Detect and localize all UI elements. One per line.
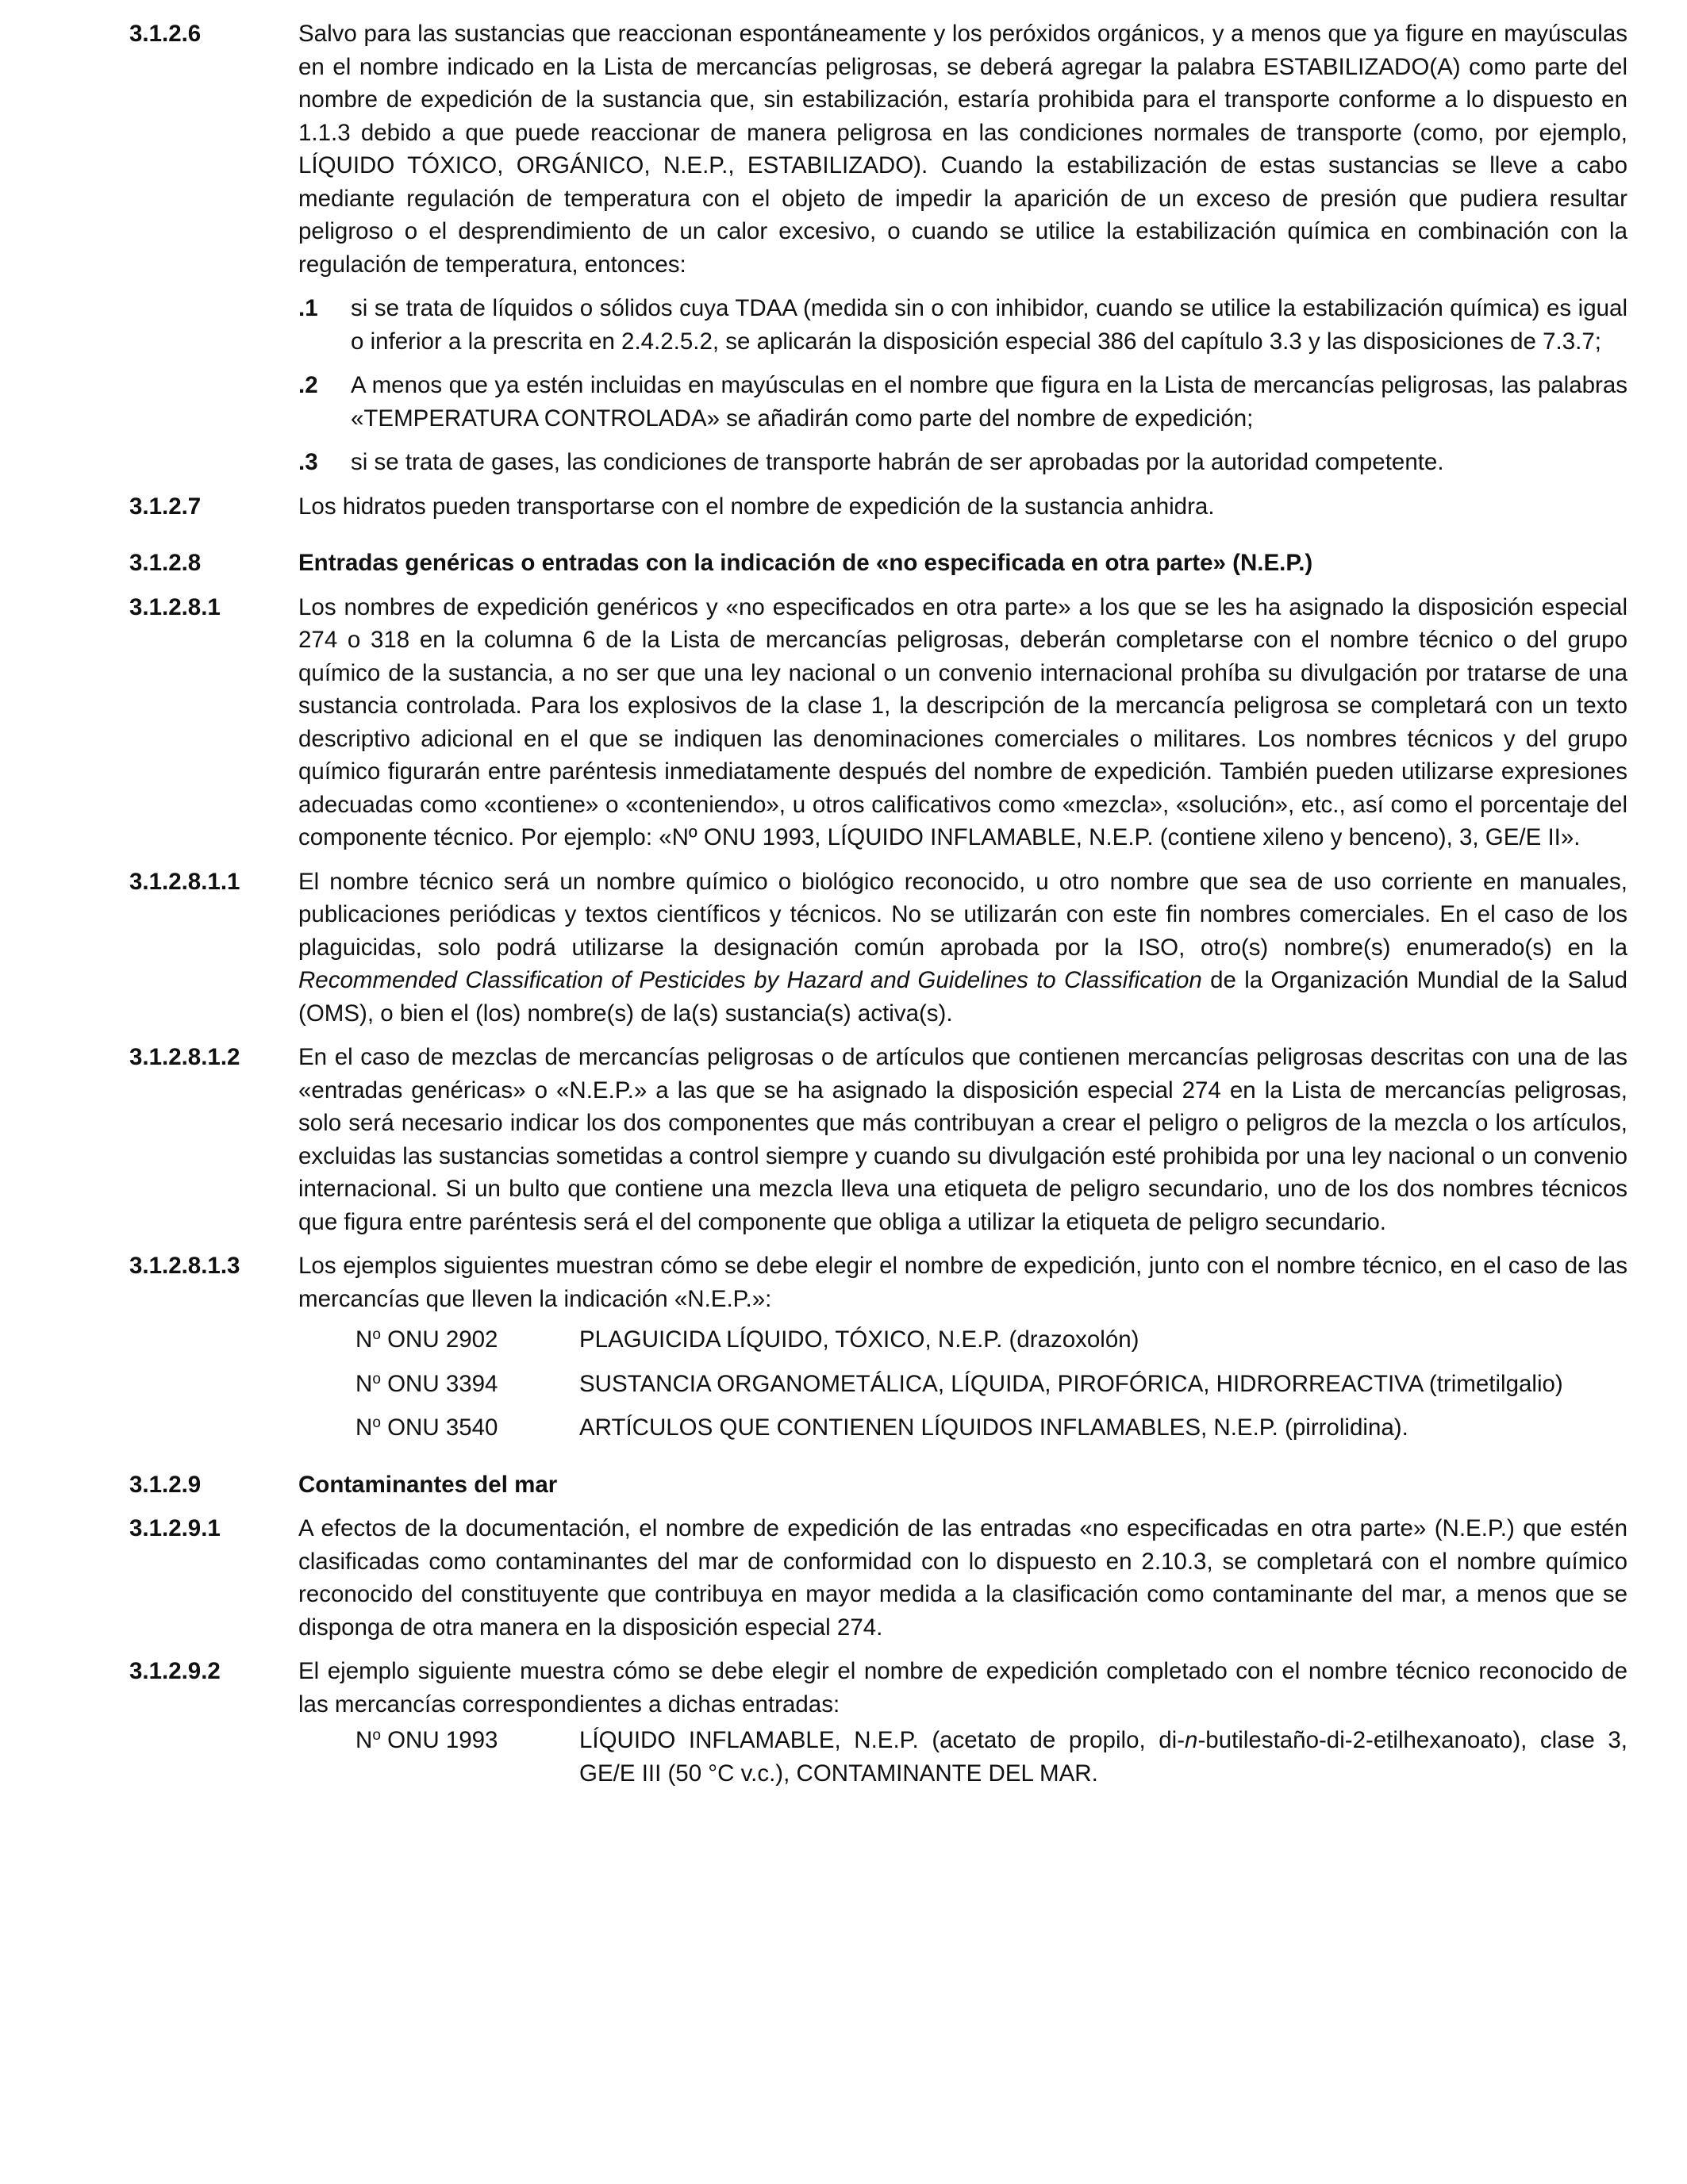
section-3-1-2-8-1 — [129, 591, 1627, 854]
section-number: 3.1.2.8.1.2 — [129, 1044, 240, 1070]
example-description: PLAGUICIDA LÍQUIDO, TÓXICO, N.E.P. (drazoxolón) — [579, 1326, 1139, 1353]
list-marker: .1 — [298, 295, 318, 321]
section-content — [298, 1655, 1627, 1790]
section-content — [298, 17, 1627, 479]
un-number: $N^o$ ONU 3394 — [355, 1370, 498, 1397]
section-content — [298, 1249, 1627, 1445]
section-3-1-2-8-1-3 — [129, 1249, 1627, 1445]
paragraph: Los nombres de expedición genéricos y «no especificados en otra parte» a los que se les ha asignado la disposición especial 274 o 318 en la columna 6 de la Lista de mercancías peligrosas, deberán completarse con el nombre técnico o del grupo químico de la sustancia, a no ser que una ley nacional o un convenio internacional prohíba su divulgación por tratarse de una sustancia controlada. Para los explosivos de la clase 1, la descripción de la mercancía peligrosa se completará con un texto descriptivo adicional en el que se indiquen las denominaciones comerciales o militares. Los nombres técnicos y del grupo químico figurarán entre paréntesis inmediatamente después del nombre de expedición. También pueden utilizarse expresiones adecuadas como «contiene» o «conteniendo», u otros calificativos como «mezcla», «solución», etc., así como el porcentaje del componente técnico. Por ejemplo: «Nº ONU 1993, LÍQUIDO INFLAMABLE, N.E.P. (contiene xileno y benceno), 3, GE/E II». — [298, 593, 1627, 850]
document-body — [129, 17, 1627, 1801]
section-number: 3.1.2.9.1 — [129, 1515, 221, 1541]
paragraph: Los ejemplos siguientes muestran cómo se debe elegir el nombre de expedición, junto con el nombre técnico, en el caso de las mercancías que lleven la indicación «N.E.P.»: — [298, 1253, 1627, 1312]
section-number: 3.1.2.6 — [129, 21, 202, 47]
section-number: 3.1.2.8.1 — [129, 593, 221, 620]
section-number: 3.1.2.8.1.1 — [129, 868, 240, 895]
example-description: ARTÍCULOS QUE CONTIENEN LÍQUIDOS INFLAMABLES, N.E.P. (pirrolidina). — [579, 1414, 1408, 1441]
paragraph: Salvo para las sustancias que reaccionan espontáneamente y los peróxidos orgánicos, y a menos que ya figure en mayúsculas en el nombre indicado en la Lista de mercancías peligrosas, se deberá agregar la palabra ESTABILIZADO(A) como parte del nombre de expedición de la sustancia que, sin estabilización, estaría prohibida para el transporte conforme a lo dispuesto en 1.1.3 debido a que puede reaccionar de manera peligrosa en las condiciones normales de transporte (como, por ejemplo, LÍQUIDO TÓXICO, ORGÁNICO, N.E.P., ESTABILIZADO). Cuando la estabilización de estas sustancias se lleve a cabo mediante regulación de temperatura con el objeto de impedir la aparición de un exceso de presión que pudiera resultar peligroso o el desprendimiento de un calor excesivo, o cuando se utilice la estabilización química en combinación con la regulación de temperatura, entonces: — [298, 21, 1627, 278]
paragraph — [298, 866, 1627, 1031]
section-3-1-2-6 — [129, 17, 1627, 479]
section-number: 3.1.2.7 — [129, 493, 202, 520]
section-3-1-2-9-1 — [129, 1512, 1627, 1644]
example-list — [298, 1323, 1627, 1445]
section-3-1-2-7 — [129, 490, 1627, 524]
example-description: SUSTANCIA ORGANOMETÁLICA, LÍQUIDA, PIROFÓRICA, HIDRORREACTIVA (trimetilgalio) — [579, 1370, 1563, 1397]
list-item-text: A menos que ya estén incluidas en mayúsculas en el nombre que figura en la Lista de mercancías peligrosas, las palabras «TEMPERATURA CONTROLADA» se añadirán como parte del nombre de expedición; — [351, 372, 1627, 432]
section-number: 3.1.2.9.2 — [129, 1658, 221, 1684]
section-3-1-2-9-2 — [129, 1655, 1627, 1790]
paragraph: A efectos de la documentación, el nombre de expedición de las entradas «no especificadas en otra parte» (N.E.P.) que estén clasificadas como contaminantes del mar de conformidad con lo dispuesto en 2.10.3, se completará con el nombre químico reconocido del constituyente que contribuya en mayor medida a la clasificación como contaminante del mar, a menos que se disponga de otra manera en la disposición especial 274. — [298, 1515, 1627, 1641]
paragraph-text: El nombre técnico será un nombre químico o biológico reconocido, u otro nombre que sea de uso corriente en manuales, publicaciones periódicas y textos científicos y técnicos. No se utilizarán con este fin nombres comerciales. En el caso de los plaguicidas, solo podrá utilizarse la designación común aprobada por la ISO, otro(s) nombre(s) enumerado(s) en la — [298, 868, 1627, 961]
un-number: $N^o$ ONU 3540 — [355, 1414, 498, 1441]
paragraph-text: de la Organización Mundial de la Salud (OMS), o bien el (los) nombre(s) de la(s) sustancia(s) activa(s). — [298, 967, 1628, 1027]
section-3-1-2-8-heading — [129, 547, 1627, 580]
section-3-1-2-8-1-1 — [129, 866, 1627, 1031]
list-marker: .2 — [298, 372, 318, 398]
publication-title: Recommended Classification of Pesticides by Hazard and Guidelines to Classification — [298, 967, 1202, 993]
example-row — [298, 1411, 1627, 1445]
section-heading: Contaminantes del mar — [298, 1471, 558, 1498]
list-item — [298, 369, 1627, 435]
example-description: LÍQUIDO INFLAMABLE, N.E.P. (acetato de propilo, di-n-butilestaño-di-2-etilhexanoato), clase 3, GE/E III (50 °C v.c.), CONTAMINANTE DEL MAR. — [579, 1727, 1627, 1787]
section-number: 3.1.2.9 — [129, 1471, 202, 1498]
example-row — [298, 1724, 1627, 1790]
example-row — [298, 1323, 1627, 1357]
un-number: $N^o$ ONU 1993 — [355, 1727, 498, 1753]
section-number: 3.1.2.8 — [129, 550, 202, 576]
section-3-1-2-8-1-2 — [129, 1041, 1627, 1238]
un-number: $N^o$ ONU 2902 — [355, 1326, 498, 1353]
paragraph: El ejemplo siguiente muestra cómo se debe elegir el nombre de expedición completado con el nombre técnico reconocido de las mercancías correspondientes a dichas entradas: — [298, 1658, 1627, 1718]
paragraph: En el caso de mezclas de mercancías peligrosas o de artículos que contienen mercancías peligrosas descritas con una de las «entradas genéricas» o «N.E.P.» a las que se ha asignado la disposición especial 274 en la Lista de mercancías peligrosas, solo será necesario indicar los dos componentes que más contribuyan a crear el peligro o peligros de la mezcla o los artículos, excluidas las sustancias sometidas a control siempre y cuando su divulgación esté prohibida por una ley nacional o un convenio internacional. Si un bulto que contiene una mezcla lleva una etiqueta de peligro secundario, uno de los dos nombres técnicos que figura entre paréntesis será el del componente que obliga a utilizar la etiqueta de peligro secundario. — [298, 1044, 1627, 1235]
section-number: 3.1.2.8.1.3 — [129, 1253, 240, 1279]
section-3-1-2-9-heading — [129, 1468, 1627, 1502]
list-item — [298, 292, 1627, 358]
paragraph: Los hidratos pueden transportarse con el nombre de expedición de la sustancia anhidra. — [298, 493, 1215, 520]
list-item — [298, 446, 1627, 479]
section-heading: Entradas genéricas o entradas con la indicación de «no especificada en otra parte» (N.E.P.) — [298, 550, 1313, 576]
list-item-text: si se trata de líquidos o sólidos cuya TDAA (medida sin o con inhibidor, cuando se utilice la estabilización química) es igual o inferior a la prescrita en 2.4.2.5.2, se aplicarán la disposición especial 386 del capítulo 3.3 y las disposiciones de 7.3.7; — [351, 295, 1627, 355]
list-item-text: si se trata de gases, las condiciones de transporte habrán de ser aprobadas por la autoridad competente. — [351, 449, 1444, 475]
example-row — [298, 1368, 1627, 1401]
list-marker: .3 — [298, 449, 318, 475]
